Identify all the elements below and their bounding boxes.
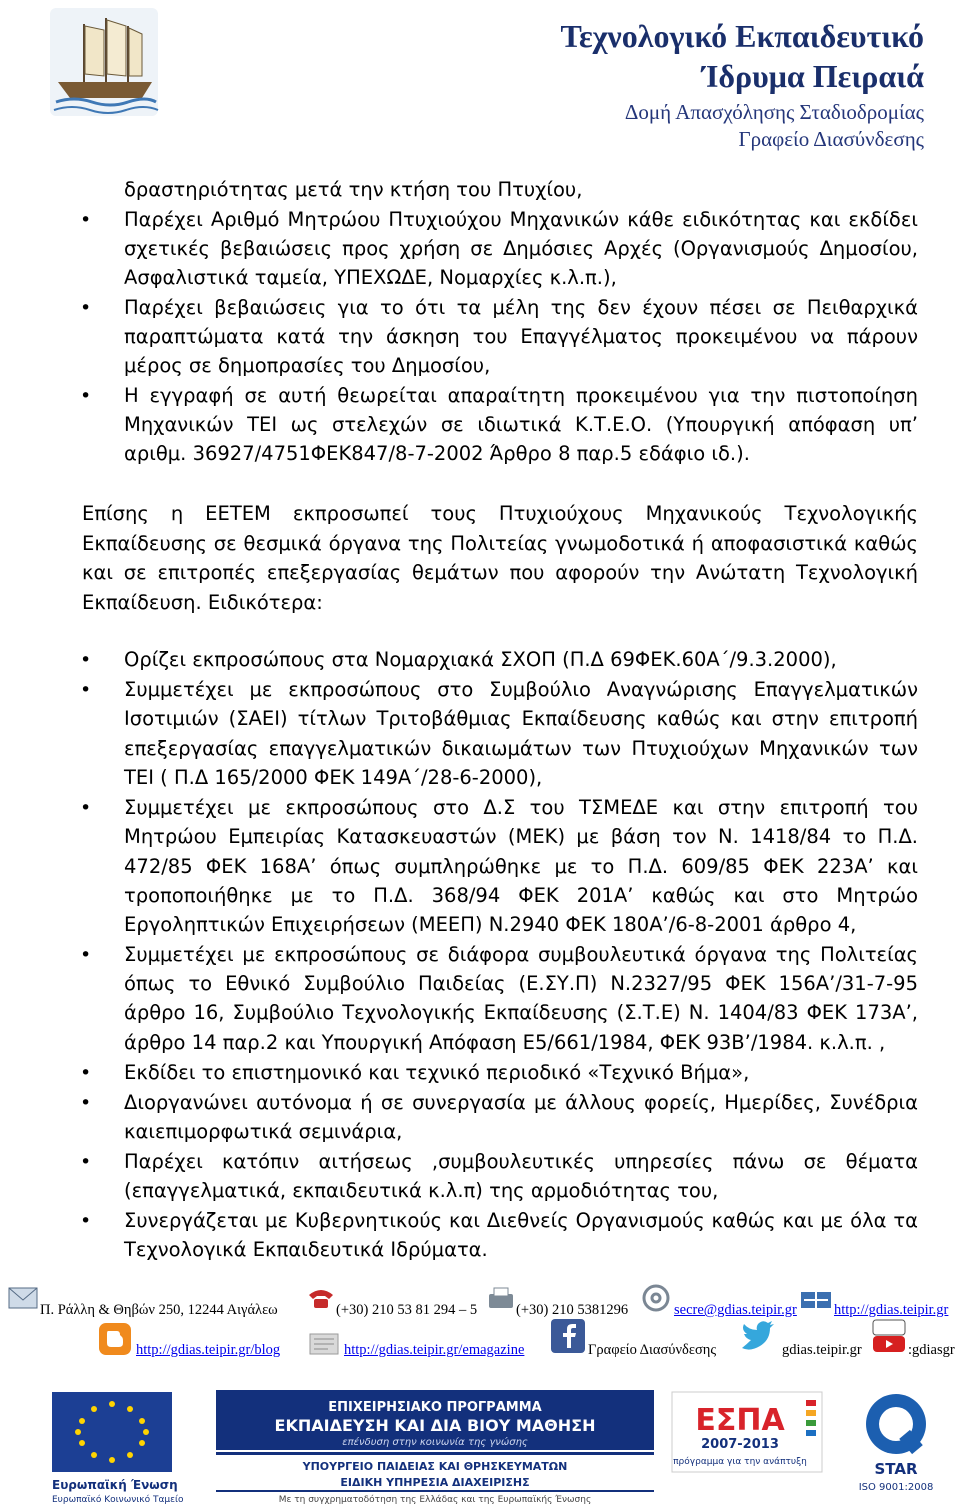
text-line: Συμμετέχει με εκπροσώπους σε διάφορα συμβουλευτικά όργανα της Πολιτείας: [124, 943, 918, 966]
text-line: Μητρώου Εμπειρίας Κατασκευαστών (ΜΕΚ) με βάση τον Ν. 1418/84 το Π.Δ.: [124, 825, 918, 848]
cofund-line: Με τη συγχρηματοδότηση της Ελλάδας και της Ευρωπαϊκής Ένωσης: [278, 1495, 592, 1504]
text-line: Ισοτιμιών (ΣΑΕΙ) τίτλων Τριτοβάθμιας Εκπαίδευσης καθώς και στην επιτροπή: [124, 707, 918, 730]
paragraph-line: Επίσης η ΕΕΤΕΜ εκπροσωπεί τους Πτυχιούχους Μηχανικούς Τεχνολογικής: [82, 502, 918, 525]
mail-icon: [8, 1285, 38, 1311]
espa-subtitle: πρόγραμμα για την ανάπτυξη: [673, 1457, 807, 1467]
text-line: παραπτώματα κατά την άσκηση του Επαγγέλματος προκειμένου να πάρουν: [124, 325, 918, 348]
twitter-icon: [738, 1318, 778, 1354]
paragraph-line: Εκπαίδευσης σε θεσμικά όργανα της Πολιτείας γνωμοδοτικά ή αποφασιστικά καθώς: [82, 532, 918, 555]
paragraph-line: και σε επιτροπές επεξεργασίας θεμάτων που αφορούν την Ανώτατη Τεχνολογική: [82, 561, 918, 584]
text-line: Ορίζει εκπροσώπους στα Νομαρχιακά ΣΧΟΠ (Π.Δ 69ΦΕΚ.60Α΄/9.3.2000),: [124, 648, 837, 671]
program-line2: ΕΚΠΑΙΔΕΥΣΗ ΚΑΙ ΔΙΑ ΒΙΟΥ ΜΑΘΗΣΗ: [274, 1416, 596, 1435]
text-line: Παρέχει βεβαιώσεις για το ότι τα μέλη της δεν έχουν πέσει σε Πειθαρχικά: [124, 296, 918, 319]
text-line: Εργοληπτικών Επιχειρήσεων (ΜΕΕΠ) Ν.2940 ΦΕΚ 180Α’/6-8-2001 άρθρο 4,: [124, 913, 857, 936]
bullet-point: •: [80, 1092, 92, 1114]
youtube-icon: [872, 1318, 906, 1354]
text-line: ΤΕΙ ( Π.Δ 165/2000 ΦΕΚ 149Α΄/28-6-2000),: [124, 766, 543, 789]
funding-banner: [40, 1386, 952, 1504]
agency-line: ΕΙΔΙΚΗ ΥΠΗΡΕΣΙΑ ΔΙΑΧΕΙΡΙΣΗΣ: [340, 1476, 530, 1489]
footer-facebook: Γραφείο Διασύνδεσης: [588, 1342, 717, 1358]
program-line1: ΕΠΙΧΕΙΡΗΣΙΑΚΟ ΠΡΟΓΡΑΜΜΑ: [328, 1400, 542, 1415]
espa-years: 2007-2013: [701, 1437, 779, 1452]
footer-fax: (+30) 210 5381296: [516, 1302, 629, 1318]
fax-icon: [486, 1286, 516, 1310]
bullet-point: •: [80, 1210, 92, 1232]
esf-label: Ευρωπαϊκό Κοινωνικό Ταμείο: [52, 1495, 184, 1504]
text-line: επεξεργασίας επαγγελματικών δικαιωμάτων των Πτυχιούχων Μηχανικών των: [124, 737, 918, 760]
text-line: Παρέχει κατόπιν αιτήσεως ,συμβουλευτικές υπηρεσίες πάνω σε θέματα: [124, 1150, 918, 1173]
footer-email-link[interactable]: secre@gdias.teipir.gr: [674, 1302, 797, 1318]
espa-logo-text: ΕΣΠΑ: [695, 1403, 785, 1438]
text-line: Εκδίδει το επιστημονικό και τεχνικό περιοδικό «Τεχνικό Βήμα»,: [124, 1061, 750, 1084]
text-line: άρθρο 14 παρ.2 και Υπουργική Απόφαση Ε5/661/1984, ΦΕΚ 93Β’/1984. κ.λ.π. ,: [124, 1031, 886, 1054]
footer-twitter: gdias.teipir.gr: [782, 1342, 862, 1358]
footer-emagazine-link[interactable]: http://gdias.teipir.gr/emagazine: [344, 1342, 525, 1358]
text-line: Συνεργάζεται με Κυβερνητικούς και Διεθνείς Οργανισμούς καθώς και με όλα τα: [124, 1209, 918, 1232]
bullet-point: •: [80, 797, 92, 819]
facebook-icon: [550, 1318, 586, 1354]
ministry-line: ΥΠΟΥΡΓΕΙΟ ΠΑΙΔΕΙΑΣ ΚΑΙ ΘΡΗΣΚΕΥΜΑΤΩΝ: [302, 1460, 568, 1473]
header-title-line1: Τεχνολογικό Εκπαιδευτικό: [560, 18, 924, 54]
funding-banner-graphic: [40, 1386, 952, 1504]
text-line: άρθρο 16, Συμβούλιο Τεχνολογικής Εκπαίδευσης (Σ.Τ.Ε) Ν. 1404/83 ΦΕΚ 173Α’,: [124, 1001, 918, 1024]
text-line: αριθμ. 36927/4751ΦΕΚ847/8-7-2002 Άρθρο 8 παρ.5 εδάφιο ιδ.).: [124, 442, 750, 465]
text-line: Τεχνολογικά Εκπαιδευτικά Ιδρύματα.: [124, 1238, 488, 1261]
text-line: Συμμετέχει με εκπροσώπους στο Δ.Σ του ΤΣΜΕΔΕ και στην επιτροπή του: [124, 796, 918, 819]
bullet-point: •: [80, 1151, 92, 1173]
blogger-icon: [98, 1322, 132, 1356]
paragraph-line: Εκπαίδευση. Ειδικότερα:: [82, 591, 323, 614]
iso-label: ISO 9001:2008: [858, 1482, 934, 1493]
eu-label: Ευρωπαϊκή Ένωση: [52, 1478, 178, 1492]
footer-youtube: :gdiasgr: [908, 1342, 955, 1358]
bullet-point: •: [80, 385, 92, 407]
text-line: Διοργανώνει αυτόνομα ή σε συνεργασία με άλλους φορείς, Ημερίδες, Συνέδρια: [124, 1091, 918, 1114]
text-line: δραστηριότητας μετά την κτήση του Πτυχίου,: [124, 178, 583, 201]
text-line: Μηχανικών ΤΕΙ ως στελεχών σε ιδιωτικά Κ.Τ.Ε.Ο. (Υπουργική απόφαση υπ’: [124, 413, 918, 436]
text-line: Συμμετέχει με εκπροσώπους στο Συμβούλιο Αναγνώρισης Επαγγελματικών: [124, 678, 918, 701]
investment-line: επένδυση στην κοινωνία της γνώσης: [342, 1437, 528, 1448]
bullet-point: •: [80, 1062, 92, 1084]
bullet-point: •: [80, 679, 92, 701]
text-line: 472/85 ΦΕΚ 168Α’ όπως συμπληρώθηκε με το Π.Δ. 609/85 ΦΕΚ 223Α’ και: [124, 855, 918, 878]
text-line: σχετικές βεβαιώσεις προς χρήση σε Δημόσιες Αρχές (Οργανισμούς Δημοσίου,: [124, 237, 918, 260]
footer-website-link[interactable]: http://gdias.teipir.gr: [834, 1302, 949, 1318]
web-icon: [800, 1290, 832, 1310]
header-subtitle-line1: Δομή Απασχόλησης Σταδιοδρομίας: [624, 100, 924, 124]
header-title-line2: Ίδρυμα Πειραιά: [701, 58, 924, 94]
emagazine-icon: [308, 1330, 340, 1356]
text-line: μέρος σε δημοπρασίες του Δημοσίου,: [124, 354, 491, 377]
text-line: Παρέχει Αριθμό Μητρώου Πτυχιούχου Μηχανικών κάθε ειδικότητας και εκδίδει: [124, 208, 918, 231]
text-line: Η εγγραφή σε αυτή θεωρείται απαραίτητη προκειμένου για την πιστοποίηση: [124, 384, 918, 407]
bullet-point: •: [80, 209, 92, 231]
bullet-point: •: [80, 649, 92, 671]
bullet-point: •: [80, 944, 92, 966]
phone-icon: [306, 1286, 336, 1310]
footer-address: Π. Ράλλη & Θηβών 250, 12244 Αιγάλεω: [40, 1302, 278, 1318]
text-line: Ασφαλιστικά ταμεία, ΥΠΕΧΩΔΕ, Νομαρχίες κ.λ.π.),: [124, 266, 617, 289]
text-line: (επαγγελματικά, εκπαιδευτικά κ.λ.π) της αρμοδιότητας του,: [124, 1179, 719, 1202]
text-line: καιεπιμορφωτικά σεμινάρια,: [124, 1120, 403, 1143]
text-line: τροποποιήθηκε με το Π.Δ. 368/94 ΦΕΚ 201Α’ καθώς και στο Μητρώο: [124, 884, 918, 907]
header-subtitle-line2: Γραφείο Διασύνδεσης: [738, 127, 924, 151]
ship-logo: [44, 4, 164, 120]
bullet-point: •: [80, 297, 92, 319]
footer-blog-link[interactable]: http://gdias.teipir.gr/blog: [136, 1342, 281, 1358]
star-label: STAR: [874, 1460, 918, 1478]
at-sign-icon: [642, 1284, 670, 1312]
text-line: όπως το Εθνικό Συμβούλιο Παιδείας (Ε.ΣΥ.Π) Ν.2327/95 ΦΕΚ 156Α’/31-7-95: [124, 972, 918, 995]
footer-phone: (+30) 210 53 81 294 – 5: [336, 1302, 478, 1318]
